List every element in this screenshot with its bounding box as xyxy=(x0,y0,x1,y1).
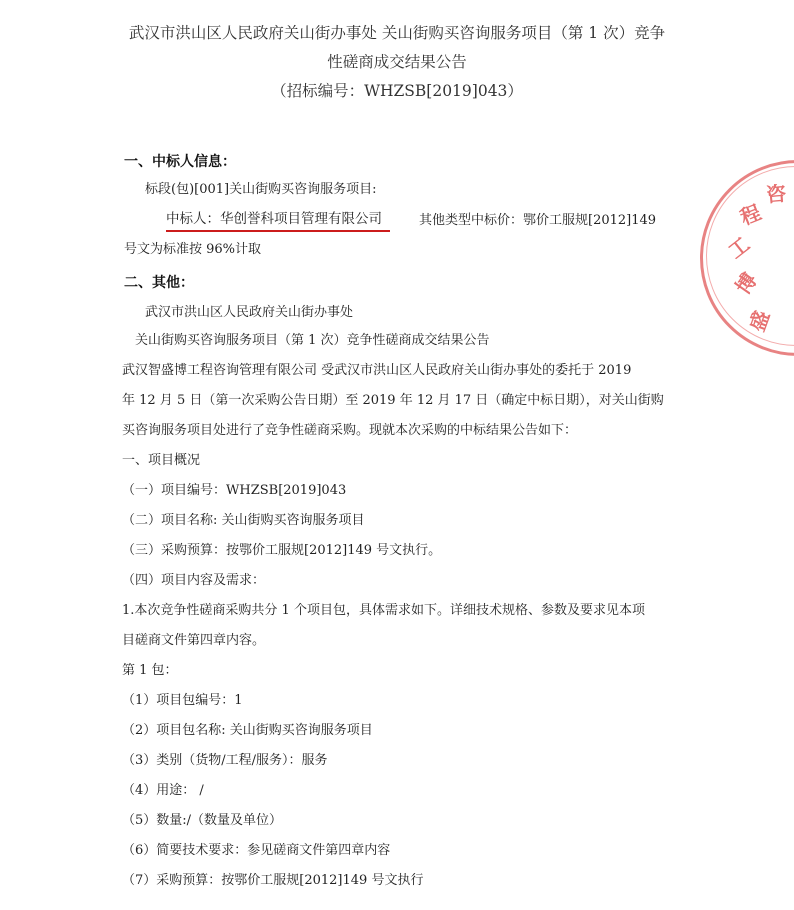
section2-heading: 二、其他： xyxy=(124,275,194,291)
seal-char-1: 盛 xyxy=(744,307,775,335)
price-line1: 其他类型中标价：鄂价工服规[2012]149 xyxy=(419,213,657,228)
overview-item1: （一）项目编号：WHZSB[2019]043 xyxy=(122,483,347,498)
package-item-2: （2）项目包名称: 关山街购买咨询服务项目 xyxy=(122,723,373,738)
lot-line: 标段(包)[001]关山街购买咨询服务项目: xyxy=(145,182,377,197)
intro-line2: 年 12 月 5 日（第一次采购公告日期）至 2019 年 12 月 17 日（确定中标日期），对关山街购 xyxy=(122,393,664,408)
overview-item3: （三）采购预算：按鄂价工服规[2012]149 号文执行。 xyxy=(122,543,442,558)
announcement-title-line1: 武汉市洪山区人民政府关山街办事处 关山街购买咨询服务项目（第 1 次）竞争 xyxy=(128,24,666,42)
winner-line: 中标人：华创誉科项目管理有限公司 xyxy=(166,211,382,227)
announcement-title-line2: 性磋商成交结果公告 xyxy=(327,53,467,71)
requirement-line2: 目磋商文件第四章内容。 xyxy=(122,633,266,648)
winner-underline xyxy=(166,230,390,232)
overview-heading: 一、项目概况 xyxy=(122,453,201,468)
package-item-6: （6）简要技术要求：参见磋商文件第四章内容 xyxy=(122,843,391,858)
seal-char-3: 工 xyxy=(723,232,755,264)
intro-line3: 买咨询服务项目处进行了竞争性磋商采购。现就本次采购的中标结果公告如下： xyxy=(122,423,578,438)
seal-char-5: 咨 xyxy=(765,181,788,207)
package-item-5: （5）数量:/（数量及单位） xyxy=(122,813,283,828)
package-item-3: （3）类别（货物/工程/服务）：服务 xyxy=(122,753,328,768)
overview-item4: （四）项目内容及需求： xyxy=(122,573,266,588)
package-item-1: （1）项目包编号：1 xyxy=(122,693,243,708)
seal-char-4: 程 xyxy=(736,200,765,230)
package-heading: 第 1 包： xyxy=(122,663,178,678)
announce-title-line: 关山街购买咨询服务项目（第 1 次）竞争性磋商成交结果公告 xyxy=(135,333,490,348)
package-item-7: （7）采购预算：按鄂价工服规[2012]149 号文执行 xyxy=(122,873,424,888)
price-line2: 号文为标准按 96%计取 xyxy=(124,242,262,257)
bid-number: （招标编号：WHZSB[2019]043） xyxy=(271,82,523,100)
org-line: 武汉市洪山区人民政府关山街办事处 xyxy=(145,305,354,320)
intro-line1: 武汉智盛博工程咨询管理有限公司 受武汉市洪山区人民政府关山街办事处的委托于 2019 xyxy=(122,363,632,378)
section1-heading: 一、中标人信息： xyxy=(124,154,236,170)
seal-char-2: 博 xyxy=(730,268,762,299)
overview-item2: （二）项目名称: 关山街购买咨询服务项目 xyxy=(122,513,365,528)
requirement-line1: 1.本次竞争性磋商采购共分 1 个项目包，具体需求如下。详细技术规格、参数及要求见本项 xyxy=(122,603,645,618)
package-item-4: （4）用途： / xyxy=(122,783,204,798)
